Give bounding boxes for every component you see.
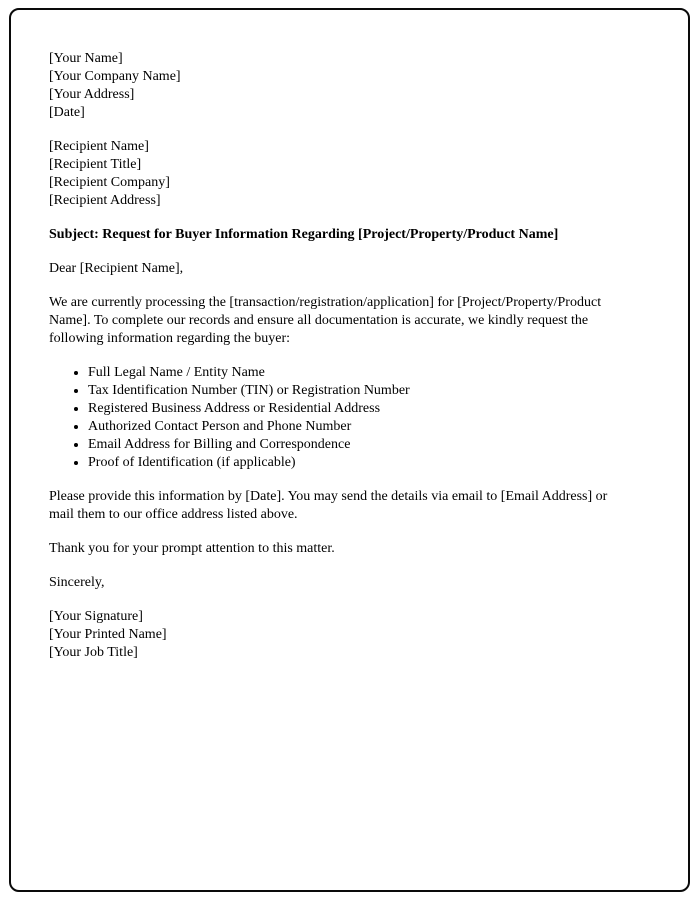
deadline-paragraph: Please provide this information by [Date]. You may send the details via email to [Email Address] or mail them to our office address listed above. [49, 489, 608, 522]
intro-paragraph: We are currently processing the [transaction/registration/application] for [Project/Property/Product Name]. To complete our records and ensure all documentation is accurate, we kindly request the following information regarding the buyer: [49, 295, 602, 346]
signature-line: [Your Signature] [49, 609, 143, 624]
sender-block [49, 50, 635, 122]
requirement-item-tin: • Tax Identification Number (TIN) or Registration Number [88, 382, 642, 400]
recipient-address-line: [Recipient Address] [49, 193, 161, 208]
thanks-paragraph: Thank you for your prompt attention to this matter. [49, 541, 335, 556]
requirement-item-email: • Email Address for Billing and Correspondence [88, 436, 642, 454]
requested-info-list [49, 364, 642, 472]
job-title-line: [Your Job Title] [49, 645, 138, 660]
recipient-title-line: [Recipient Title] [49, 157, 142, 172]
sender-address-line: [Your Address] [49, 87, 135, 102]
recipient-company-line: [Recipient Company] [49, 175, 170, 190]
requirement-item-identification: • Proof of Identification (if applicable) [88, 454, 642, 472]
subject-line: Subject: Request for Buyer Information Regarding [Project/Property/Product Name] [49, 227, 559, 242]
closing: Sincerely, [49, 575, 105, 590]
recipient-name-line: [Recipient Name] [49, 139, 149, 154]
letter-date-line: [Date] [49, 105, 85, 120]
printed-name-line: [Your Printed Name] [49, 627, 167, 642]
recipient-block [49, 138, 635, 210]
sender-name-line: [Your Name] [49, 51, 123, 66]
letter-page [9, 8, 690, 892]
signature-block [49, 608, 635, 662]
requirement-item-contact: • Authorized Contact Person and Phone Number [88, 418, 642, 436]
requirement-item-address: • Registered Business Address or Residential Address [88, 400, 642, 418]
sender-company-line: [Your Company Name] [49, 69, 181, 84]
salutation: Dear [Recipient Name], [49, 261, 184, 276]
requirement-item-legal-name: • Full Legal Name / Entity Name [88, 364, 642, 382]
